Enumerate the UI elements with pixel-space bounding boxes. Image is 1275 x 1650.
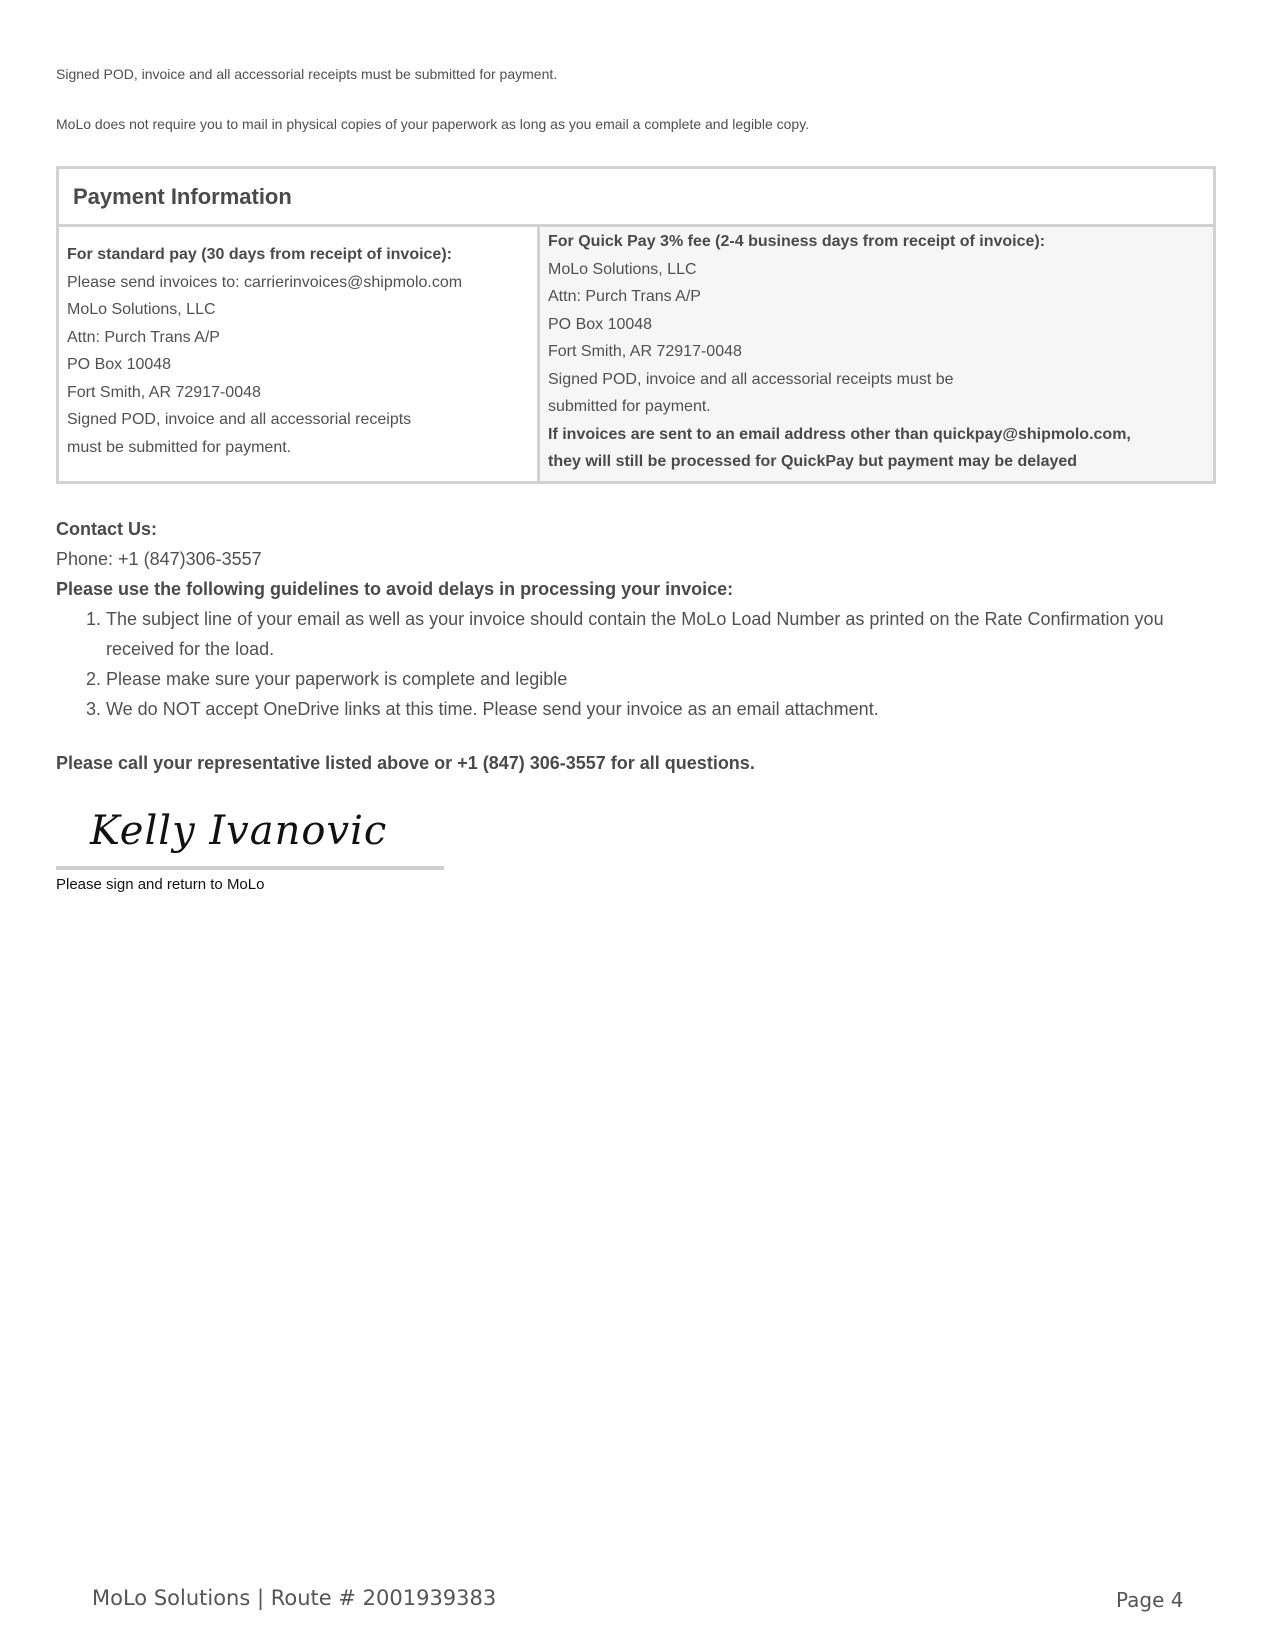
- submission-note: Signed POD, invoice and all accessorial receipts must be submitted for payment.: [56, 66, 558, 82]
- payment-columns: [59, 227, 1213, 481]
- standard-pay-heading: For standard pay (30 days from receipt of invoice):: [67, 246, 452, 263]
- signature: Kelly Ivanovic: [90, 808, 388, 854]
- quick-pay-line: Attn: Purch Trans A/P: [548, 288, 701, 305]
- standard-pay-column: [59, 227, 540, 481]
- payment-information-title: Payment Information: [59, 169, 1213, 227]
- signature-caption: Please sign and return to MoLo: [56, 876, 265, 893]
- quick-pay-line: Signed POD, invoice and all accessorial receipts must be: [548, 370, 954, 388]
- quick-pay-heading: For Quick Pay 3% fee (2-4 business days from receipt of invoice):: [548, 233, 1046, 250]
- guideline-item: 1. The subject line of your email as well as your invoice should contain the MoLo Load Number as printed on the Rate Confirmation you received for the load.: [106, 604, 1226, 664]
- paperwork-note: MoLo does not require you to mail in physical copies of your paperwork as long as you email a complete and legible copy.: [56, 116, 810, 132]
- quick-pay-column: [540, 227, 1213, 481]
- contact-heading: Contact Us:: [56, 519, 158, 539]
- quick-pay-line: Fort Smith, AR 72917-0048: [548, 343, 742, 360]
- standard-pay-line: Attn: Purch Trans A/P: [67, 328, 220, 346]
- standard-pay-line: Signed POD, invoice and all accessorial receipts: [67, 411, 412, 428]
- standard-pay-line: MoLo Solutions, LLC: [67, 301, 216, 318]
- contact-section: [56, 514, 1226, 778]
- quick-pay-line: PO Box 10048: [548, 315, 653, 333]
- standard-pay-line: must be submitted for payment.: [67, 438, 292, 456]
- guidelines-heading: Please use the following guidelines to avoid delays in processing your invoice:: [56, 579, 734, 599]
- questions-note: Please call your representative listed above or +1 (847) 306-3557 for all questions.: [56, 753, 755, 773]
- footer-page-number: Page 4: [1116, 1588, 1184, 1612]
- quick-pay-line: submitted for payment.: [548, 398, 711, 415]
- quick-pay-line: MoLo Solutions, LLC: [548, 260, 697, 278]
- standard-pay-line: PO Box 10048: [67, 356, 172, 373]
- signature-line: [56, 866, 444, 870]
- contact-phone: Phone: +1 (847)306-3557: [56, 549, 262, 569]
- quick-pay-warning: If invoices are sent to an email address other than quickpay@shipmolo.com,: [548, 425, 1131, 443]
- guideline-item: 2. Please make sure your paperwork is complete and legible: [106, 664, 1226, 694]
- guideline-item: 3. We do NOT accept OneDrive links at this time. Please send your invoice as an email attachment.: [106, 694, 1226, 724]
- guidelines-list: [56, 604, 1226, 724]
- payment-information-box: [56, 166, 1216, 484]
- standard-pay-line: Please send invoices to: carrierinvoices@shipmolo.com: [67, 273, 463, 291]
- standard-pay-line: Fort Smith, AR 72917-0048: [67, 383, 261, 401]
- quick-pay-warning: they will still be processed for QuickPay but payment may be delayed: [548, 453, 1078, 470]
- footer-route: MoLo Solutions | Route # 2001939383: [92, 1586, 497, 1610]
